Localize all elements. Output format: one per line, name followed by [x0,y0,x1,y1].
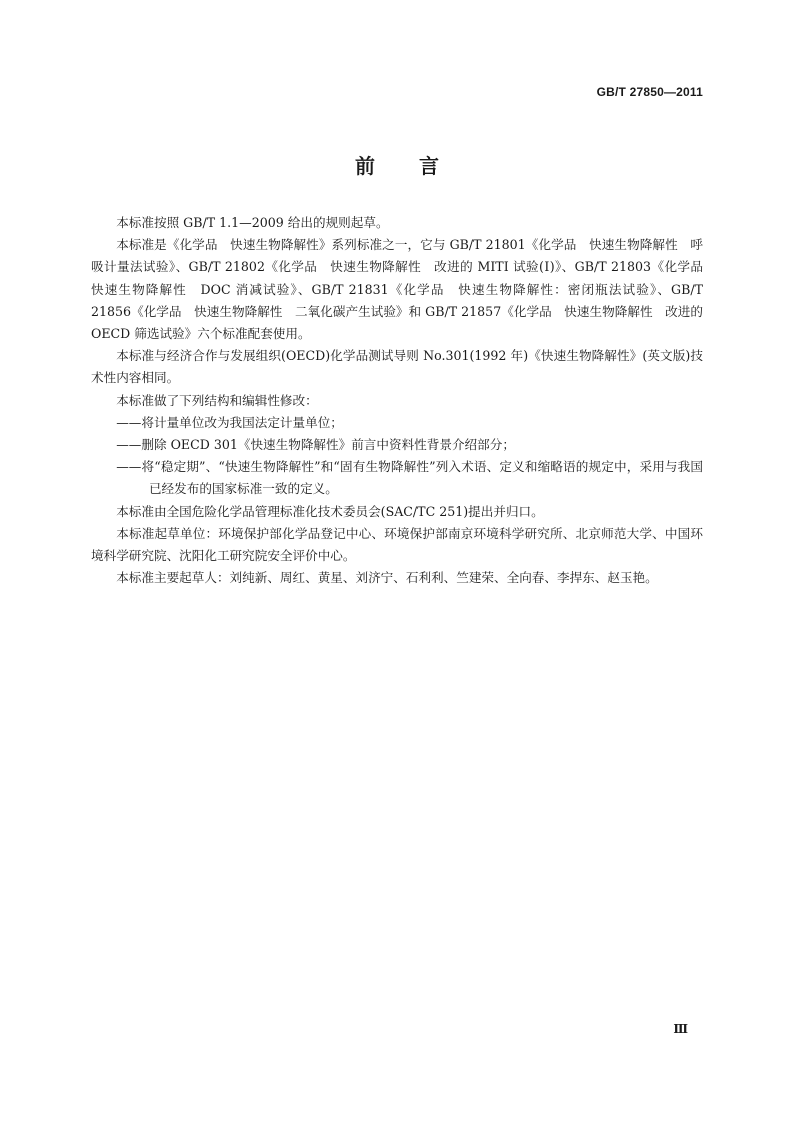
standard-number: GB/T 27850—2011 [596,85,703,99]
title-char-1: 前 [355,154,375,178]
title-char-2: 言 [419,154,439,178]
paragraph-oecd-equivalence: 本标准与经济合作与发展组织(OECD)化学品测试导则 No.301(1992 年)《快速生物降解性》(英文版)技术性内容相同。 [91,348,703,386]
modification-item: ——删除 OECD 301《快速生物降解性》前言中资料性背景介绍部分； [116,437,515,453]
modification-item: ——将计量单位改为我国法定计量单位； [116,414,343,430]
paragraph-modifications-intro: 本标准做了下列结构和编辑性修改： [116,392,318,408]
page-title [0,150,794,179]
paragraph-proposer: 本标准由全国危险化学品管理标准化技术委员会(SAC/TC 251)提出并归口。 [116,503,544,519]
paragraph-drafting-rules: 本标准按照 GB/T 1.1—2009 给出的规则起草。 [116,215,389,230]
paragraph-drafting-units: 本标准起草单位：环境保护部化学品登记中心、环境保护部南京环境科学研究所、北京师范大学、中国环境科学研究院、沈阳化工研究院安全评价中心。 [91,525,703,564]
foreword-body [91,212,716,589]
paragraph-drafters: 本标准主要起草人：刘纯新、周红、黄星、刘济宁、石利利、竺建荣、全向春、李捍东、赵玉艳。 [116,570,658,586]
modification-item: ——将“稳定期”、“快速生物降解性”和“固有生物降解性”列入术语、定义和缩略语的规定中，采用与我国已经发布的国家标准一致的定义。 [116,459,703,497]
paragraph-series-standards: 本标准是《化学品 快速生物降解性》系列标准之一，它与 GB/T 21801《化学品 快速生物降解性 呼吸计量法试验》、GB/T 21802《化学品 快速生物降解性 改进的 MITI 试验(Ⅰ)》、GB/T 21803《化学品 快速生物降解性 DOC 消减试验》、GB/T 21831《化学品 快速生物降解性：密闭瓶法试验》、GB/T 21856《化学品 快速生物降解性 二氧化碳产生试验》和 GB/T 21857《化学品 快速生物降解性 改进的 OECD 筛选试验》六个标准配套使用。 [91,237,716,342]
page-number: Ⅲ [673,1022,688,1036]
